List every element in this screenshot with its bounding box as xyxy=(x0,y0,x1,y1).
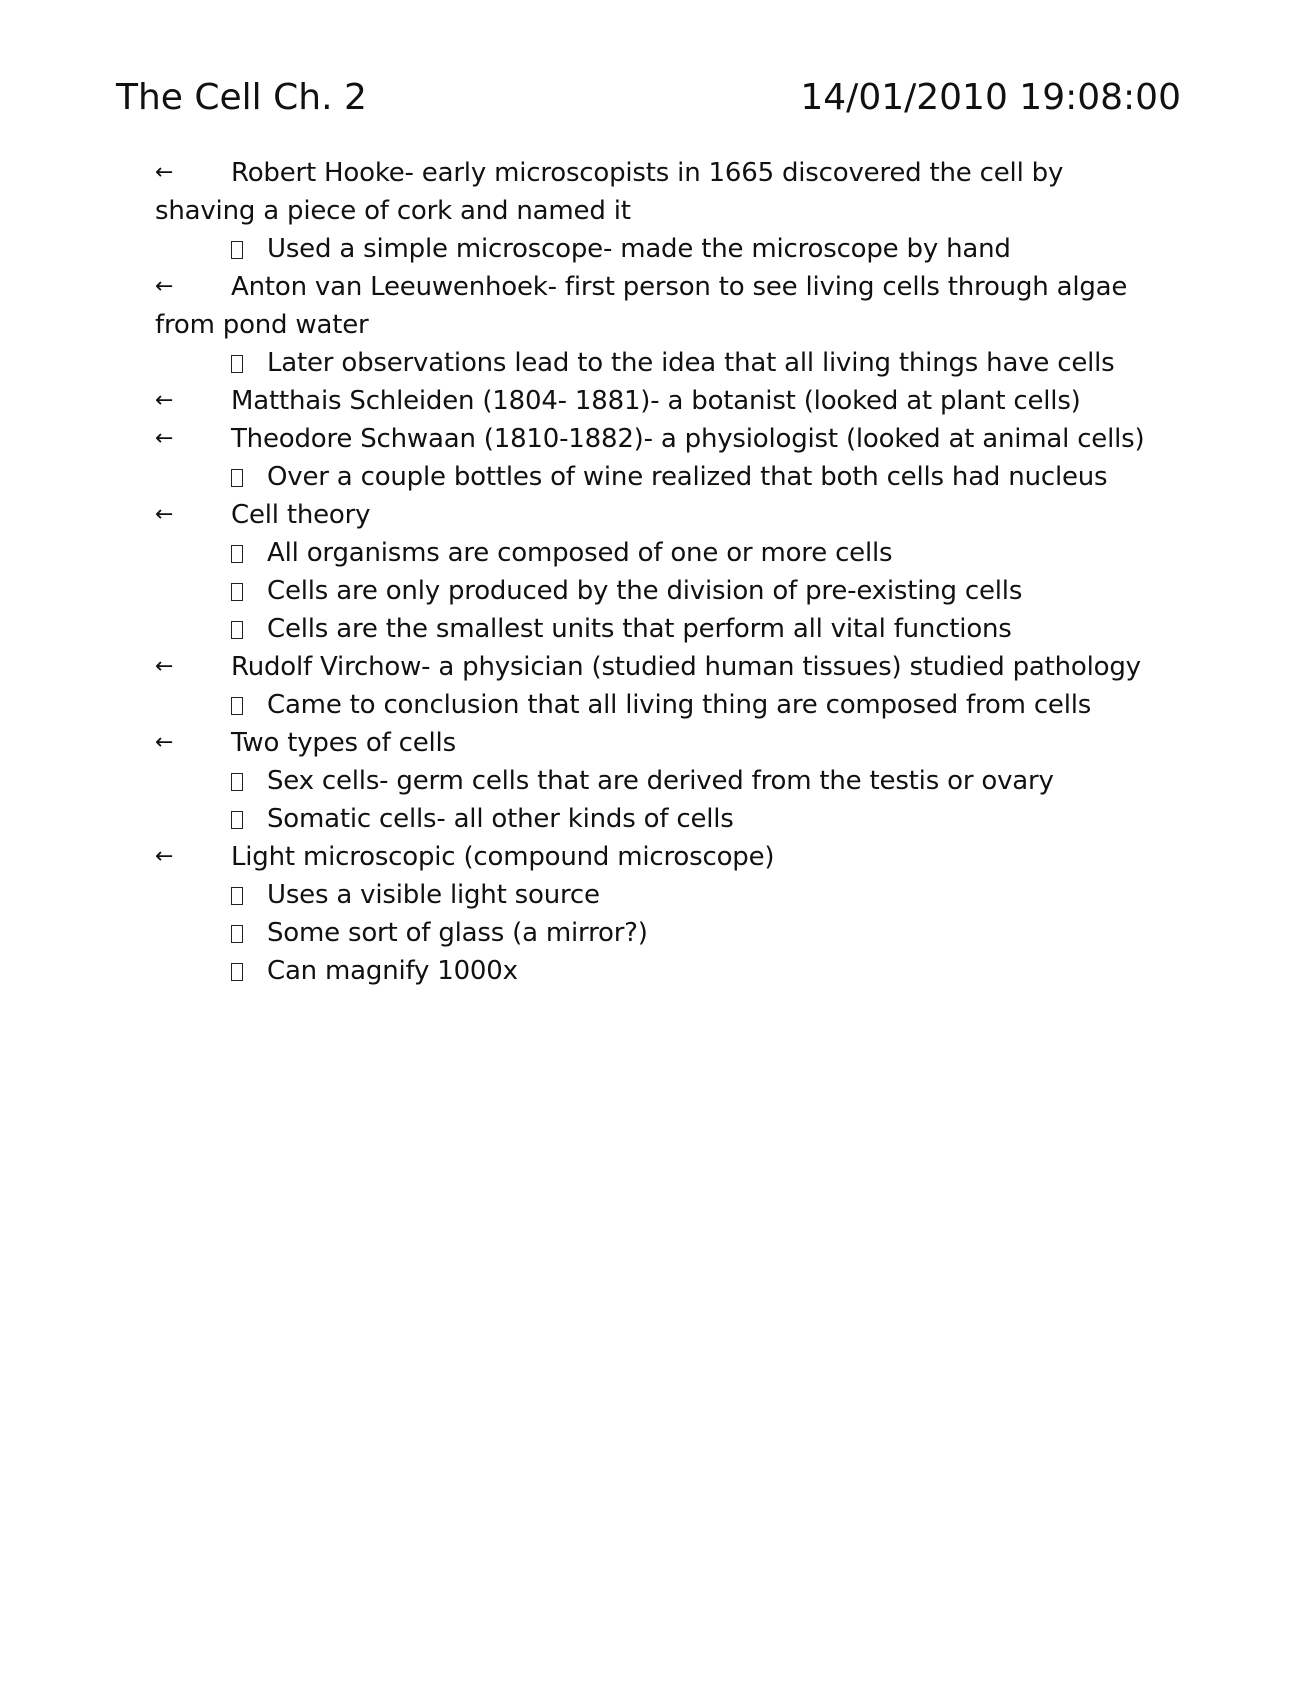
note-text: Rudolf Virchow- a physician (studied human tissues) studied pathology xyxy=(231,652,1141,682)
note-item xyxy=(155,268,1165,344)
sub-note-item xyxy=(155,686,1165,724)
sub-note-item xyxy=(155,458,1165,496)
empty-box-icon xyxy=(231,355,243,373)
empty-box-icon xyxy=(231,697,243,715)
sub-note-item xyxy=(155,876,1165,914)
empty-box-icon xyxy=(231,545,243,563)
left-arrow-icon: ← xyxy=(155,274,174,299)
sub-note-item xyxy=(155,344,1165,382)
empty-box-icon xyxy=(231,583,243,601)
note-item xyxy=(155,838,1165,876)
sub-note-text: Can magnify 1000x xyxy=(267,956,518,986)
sub-note-text: Cells are the smallest units that perform all vital functions xyxy=(267,614,1012,644)
note-item xyxy=(155,496,1165,534)
empty-box-icon xyxy=(231,469,243,487)
sub-note-item xyxy=(155,800,1165,838)
empty-box-icon xyxy=(231,241,243,259)
note-item xyxy=(155,154,1165,230)
empty-box-icon xyxy=(231,887,243,905)
note-text: Robert Hooke- early microscopists in 1665 discovered the cell by shaving a piece of cork and named it xyxy=(155,158,1064,226)
note-item xyxy=(155,420,1165,458)
sub-note-item xyxy=(155,762,1165,800)
empty-box-icon xyxy=(231,621,243,639)
sub-note-text: Came to conclusion that all living thing are composed from cells xyxy=(267,690,1092,720)
empty-box-icon xyxy=(231,811,243,829)
sub-note-text: Later observations lead to the idea that all living things have cells xyxy=(267,348,1115,378)
note-text: Two types of cells xyxy=(231,728,456,758)
notes-list xyxy=(155,154,1165,990)
sub-note-text: All organisms are composed of one or more cells xyxy=(267,538,893,568)
sub-note-text: Cells are only produced by the division of pre-existing cells xyxy=(267,576,1023,606)
left-arrow-icon: ← xyxy=(155,844,174,869)
timestamp: 14/01/2010 19:08:00 xyxy=(800,77,1181,118)
sub-note-item xyxy=(155,914,1165,952)
left-arrow-icon: ← xyxy=(155,388,174,413)
note-text: Anton van Leeuwenhoek- first person to see living cells through algae from pond water xyxy=(155,272,1128,340)
sub-note-item xyxy=(155,572,1165,610)
empty-box-icon xyxy=(231,773,243,791)
page-title: The Cell Ch. 2 xyxy=(116,77,367,118)
left-arrow-icon: ← xyxy=(155,730,174,755)
note-item xyxy=(155,648,1165,686)
sub-note-item xyxy=(155,534,1165,572)
empty-box-icon xyxy=(231,925,243,943)
sub-note-text: Used a simple microscope- made the microscope by hand xyxy=(267,234,1011,264)
sub-note-text: Uses a visible light source xyxy=(267,880,600,910)
left-arrow-icon: ← xyxy=(155,160,174,185)
sub-note-item xyxy=(155,230,1165,268)
note-text: Cell theory xyxy=(231,500,371,530)
sub-note-item xyxy=(155,610,1165,648)
note-text: Matthais Schleiden (1804- 1881)- a botanist (looked at plant cells) xyxy=(231,386,1081,416)
left-arrow-icon: ← xyxy=(155,654,174,679)
page-header xyxy=(116,78,1181,118)
note-item xyxy=(155,382,1165,420)
sub-note-text: Over a couple bottles of wine realized that both cells had nucleus xyxy=(267,462,1108,492)
left-arrow-icon: ← xyxy=(155,502,174,527)
note-text: Light microscopic (compound microscope) xyxy=(231,842,775,872)
sub-note-text: Sex cells- germ cells that are derived from the testis or ovary xyxy=(267,766,1054,796)
sub-note-text: Somatic cells- all other kinds of cells xyxy=(267,804,734,834)
sub-note-text: Some sort of glass (a mirror?) xyxy=(267,918,648,948)
empty-box-icon xyxy=(231,963,243,981)
left-arrow-icon: ← xyxy=(155,426,174,451)
sub-note-item xyxy=(155,952,1165,990)
note-text: Theodore Schwaan (1810-1882)- a physiologist (looked at animal cells) xyxy=(231,424,1145,454)
note-item xyxy=(155,724,1165,762)
